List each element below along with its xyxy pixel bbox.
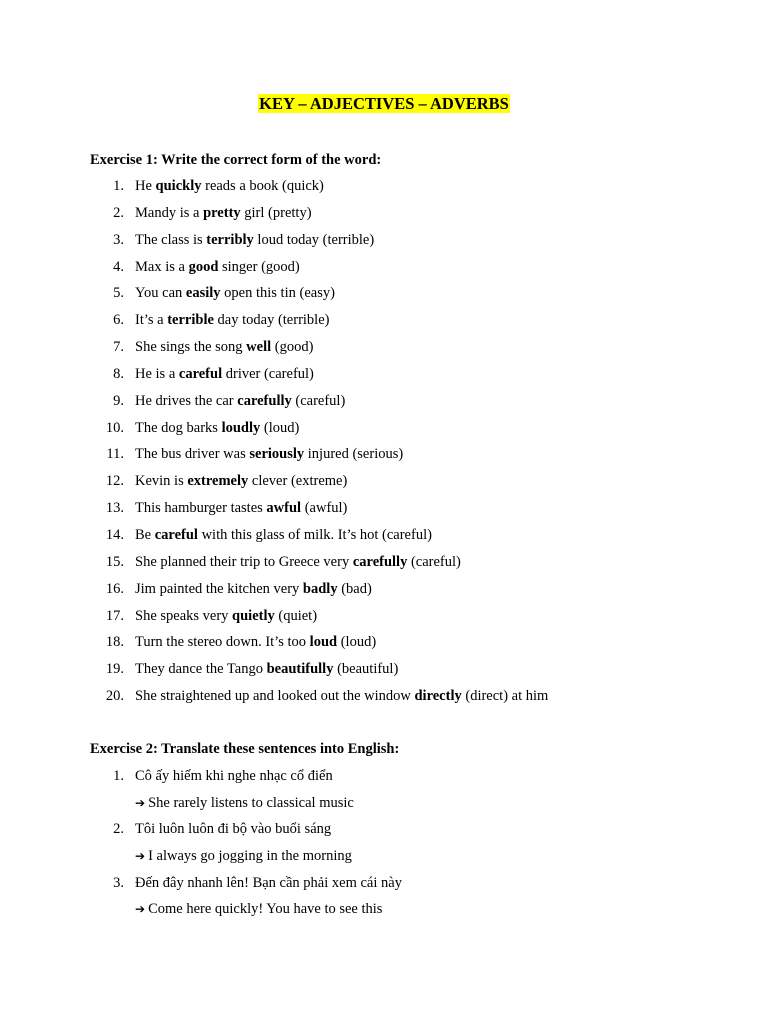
list-item (0, 445, 768, 472)
item-number: 6. (113, 312, 124, 329)
item-text: The dog barks loudly (loud) (135, 419, 300, 436)
list-item (0, 687, 768, 714)
list-item (0, 311, 768, 338)
answer-word: well (246, 339, 272, 356)
item-number: 9. (113, 392, 124, 409)
item-number: 8. (113, 365, 124, 382)
answer-word: loudly (221, 419, 261, 436)
item-text: The bus driver was seriously injured (serious) (135, 446, 404, 463)
answer-word: awful (266, 500, 302, 517)
item-text: She straightened up and looked out the window directly (direct) at him (135, 688, 549, 705)
item-number: 13. (105, 500, 124, 517)
item-number: 20. (105, 688, 124, 705)
answer-word: extremely (187, 473, 249, 490)
vietnamese-sentence: Tôi luôn luôn đi bộ vào buổi sáng (135, 821, 332, 838)
item-text: Max is a good singer (good) (135, 258, 300, 275)
item-number: 18. (105, 634, 124, 651)
exercise1-list (0, 177, 768, 714)
item-text: It’s a terrible day today (terrible) (135, 312, 330, 329)
item-number: 3. (113, 874, 124, 891)
vietnamese-sentence: Cô ấy hiếm khi nghe nhạc cổ điển (135, 768, 333, 784)
list-item (0, 526, 768, 553)
item-text: She speaks very quietly (quiet) (135, 607, 318, 624)
item-number: 12. (105, 473, 124, 490)
vietnamese-sentence: Đến đây nhanh lên! Bạn cần phải xem cái này (135, 874, 402, 891)
item-number: 3. (113, 231, 124, 248)
item-number: 16. (105, 580, 124, 597)
list-item (0, 660, 768, 687)
list-item (0, 607, 768, 634)
item-number: 1. (113, 178, 124, 194)
item-number: 17. (105, 607, 124, 624)
item-text: The class is terribly loud today (terrible) (135, 231, 375, 248)
item-text: He drives the car carefully (careful) (135, 392, 346, 409)
item-text: You can easily open this tin (easy) (135, 285, 335, 302)
item-text: She planned their trip to Greece very carefully (careful) (135, 553, 461, 570)
list-item (0, 204, 768, 231)
item-text: This hamburger tastes awful (awful) (135, 500, 348, 517)
list-item (0, 338, 768, 365)
translation-answer (0, 900, 768, 927)
answer-word: quickly (155, 178, 202, 194)
answer-word: good (188, 258, 219, 275)
answer-word: careful (154, 526, 198, 543)
item-number: 15. (105, 553, 124, 570)
item-number: 19. (105, 661, 124, 678)
list-item (0, 258, 768, 285)
translation-answer (0, 847, 768, 874)
list-item (0, 767, 768, 794)
answer-word: terribly (206, 231, 254, 248)
item-number: 4. (113, 258, 124, 275)
item-text: She sings the song well (good) (135, 339, 314, 356)
item-text: Jim painted the kitchen very badly (bad) (135, 580, 372, 597)
exercise1-heading: Exercise 1: Write the correct form of the word: (90, 152, 382, 168)
list-item (0, 419, 768, 446)
item-text: He is a careful driver (careful) (135, 365, 314, 382)
item-number: 2. (113, 821, 124, 838)
translation-answer (0, 794, 768, 821)
item-number: 10. (105, 419, 124, 436)
answer-word: careful (178, 365, 223, 382)
item-text: Mandy is a pretty girl (pretty) (135, 204, 312, 221)
right-arrow-icon: ➔ (135, 795, 146, 810)
right-arrow-icon: ➔ (135, 902, 146, 917)
item-number: 11. (106, 446, 124, 463)
list-item (0, 874, 768, 901)
page-title: KEY – ADJECTIVES – ADVERBS (259, 94, 509, 113)
exercise2-heading: Exercise 2: Translate these sentences into English: (90, 741, 400, 757)
list-item (0, 177, 768, 204)
answer-word: quietly (232, 607, 275, 624)
item-text: Kevin is extremely clever (extreme) (135, 473, 348, 490)
item-number: 5. (113, 285, 124, 302)
english-sentence: I always go jogging in the morning (148, 848, 352, 865)
item-number: 14. (105, 526, 124, 543)
right-arrow-icon: ➔ (135, 849, 146, 864)
list-item (0, 553, 768, 580)
english-sentence: Come here quickly! You have to see this (148, 901, 383, 918)
item-number: 1. (113, 768, 124, 784)
list-item (0, 580, 768, 607)
list-item (0, 392, 768, 419)
answer-word: badly (302, 580, 338, 597)
answer-word: easily (185, 285, 221, 302)
list-item (0, 284, 768, 311)
list-item (0, 820, 768, 847)
answer-word: loud (309, 634, 338, 651)
item-number: 2. (113, 204, 124, 221)
list-item (0, 365, 768, 392)
item-number: 7. (113, 339, 124, 356)
list-item (0, 231, 768, 258)
answer-word: pretty (203, 204, 241, 221)
item-text: They dance the Tango beautifully (beautiful) (135, 661, 399, 678)
list-item (0, 633, 768, 660)
item-text: Turn the stereo down. It’s too loud (loud) (135, 634, 377, 651)
title-block (0, 93, 768, 114)
answer-word: seriously (249, 446, 305, 463)
item-text: Be careful with this glass of milk. It’s hot (careful) (135, 526, 432, 543)
answer-word: carefully (352, 553, 408, 570)
list-item (0, 499, 768, 526)
answer-word: terrible (167, 312, 214, 329)
item-text: He quickly reads a book (quick) (135, 178, 324, 194)
answer-word: directly (414, 688, 462, 705)
english-sentence: She rarely listens to classical music (148, 794, 354, 811)
exercise2-list (0, 767, 768, 927)
list-item (0, 472, 768, 499)
answer-word: carefully (237, 392, 292, 409)
answer-word: beautifully (266, 661, 334, 678)
